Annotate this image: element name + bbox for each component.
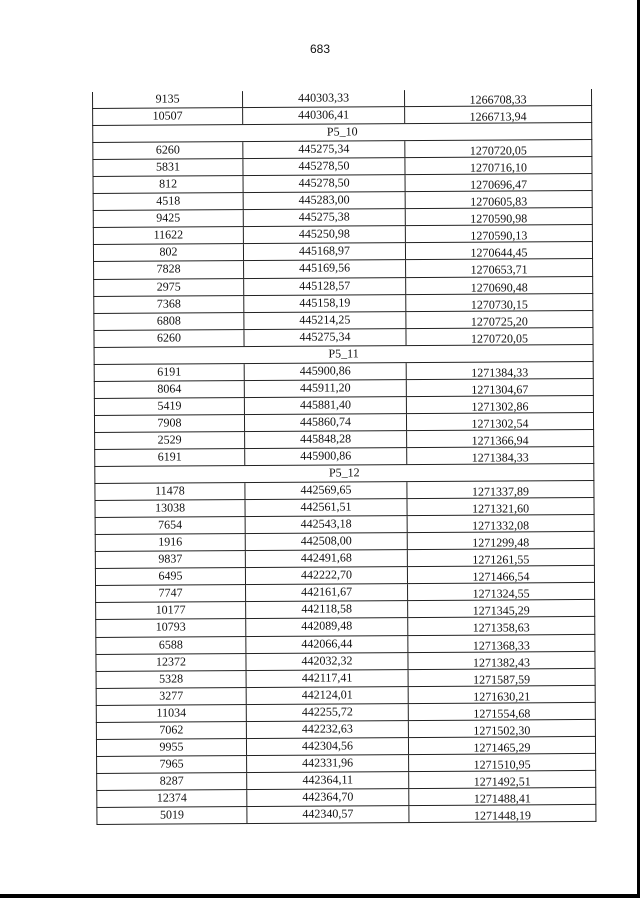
point-number-cell <box>96 637 246 654</box>
x-coordinate-cell <box>244 312 406 329</box>
cell-value: 9425 <box>156 210 181 225</box>
cell-value: 1271366,94 <box>471 433 529 448</box>
x-coordinate-cell <box>247 772 409 789</box>
cell-value: 445275,34 <box>298 141 350 156</box>
cell-value: 1271382,43 <box>472 654 531 670</box>
point-number-cell <box>95 415 245 432</box>
cell-value: 1271358,63 <box>472 620 530 636</box>
x-coordinate-cell <box>245 499 407 516</box>
x-coordinate-cell <box>246 584 408 601</box>
point-number-cell <box>97 756 247 773</box>
x-coordinate-cell <box>247 806 409 823</box>
cell-value: 1266713,94 <box>469 109 527 124</box>
point-number-cell <box>95 364 245 381</box>
y-coordinate-cell <box>408 634 594 651</box>
cell-value: 1270696,47 <box>470 177 528 192</box>
cell-value: 8064 <box>157 381 182 396</box>
cell-value: 1270690,48 <box>470 279 528 295</box>
cell-value: 1271587,59 <box>473 671 531 687</box>
x-coordinate-cell <box>247 755 409 772</box>
cell-value: 1266708,33 <box>469 92 527 107</box>
x-coordinate-cell <box>245 448 407 465</box>
cell-value: 8287 <box>159 773 184 788</box>
point-number-cell <box>95 398 245 415</box>
x-coordinate-cell <box>244 175 406 192</box>
cell-value: 1271465,29 <box>473 740 531 755</box>
y-coordinate-cell <box>409 754 595 771</box>
x-coordinate-cell <box>244 244 406 261</box>
y-coordinate-cell <box>406 294 592 311</box>
cell-value: 3277 <box>159 688 184 703</box>
cell-value: 442543,18 <box>300 516 352 531</box>
cell-value: 9955 <box>159 739 184 754</box>
point-number-cell <box>96 602 246 619</box>
cell-value: 6191 <box>157 449 182 464</box>
x-coordinate-cell <box>245 482 407 499</box>
x-coordinate-cell <box>246 516 408 533</box>
cell-value: 1271302,54 <box>471 416 529 431</box>
x-coordinate-cell <box>246 636 408 653</box>
point-number-cell <box>95 432 245 449</box>
cell-value: 1271324,55 <box>472 586 530 602</box>
cell-value: 445848,28 <box>300 431 352 446</box>
cell-value: 442491,68 <box>300 550 352 565</box>
x-coordinate-cell <box>246 567 408 584</box>
cell-value: 442331,96 <box>302 755 354 770</box>
cell-value: 1271368,33 <box>472 637 530 653</box>
cell-value: 13038 <box>154 500 186 515</box>
point-number-cell <box>96 534 246 551</box>
y-coordinate-cell <box>408 549 594 566</box>
point-number-cell <box>93 142 243 159</box>
cell-value: 442364,70 <box>302 789 354 804</box>
x-coordinate-cell <box>246 550 408 567</box>
y-coordinate-cell <box>408 617 594 634</box>
y-coordinate-cell <box>406 225 592 242</box>
y-coordinate-cell <box>406 174 592 191</box>
cell-value: 1271345,29 <box>472 603 530 619</box>
point-number-cell <box>97 722 247 739</box>
cell-value: 1916 <box>158 534 183 549</box>
cell-value: 1271448,19 <box>473 808 531 823</box>
x-coordinate-cell <box>244 209 406 226</box>
x-coordinate-cell <box>243 90 405 107</box>
cell-value: 5328 <box>159 671 184 686</box>
x-coordinate-cell <box>244 261 406 278</box>
cell-value: 7062 <box>159 722 184 737</box>
x-coordinate-cell <box>246 533 408 550</box>
y-coordinate-cell <box>405 157 591 174</box>
point-number-cell <box>96 585 246 602</box>
point-number-cell <box>95 500 245 517</box>
cell-value: 6588 <box>158 636 183 652</box>
cell-value: 1271384,33 <box>471 450 529 465</box>
x-coordinate-cell <box>243 158 405 175</box>
point-number-cell <box>97 705 247 722</box>
cell-value: 7368 <box>156 296 181 311</box>
point-number-cell <box>97 688 247 705</box>
cell-value: 7747 <box>158 585 183 600</box>
point-number-cell <box>96 568 246 585</box>
cell-value: 9135 <box>155 91 180 106</box>
cell-value: 812 <box>159 176 178 191</box>
y-coordinate-cell <box>409 788 595 805</box>
coordinates-table <box>92 89 596 825</box>
point-number-cell <box>93 91 243 108</box>
cell-value: 442304,56 <box>301 738 354 753</box>
cell-value: 1270716,10 <box>469 160 528 175</box>
point-number-cell <box>97 671 247 688</box>
x-coordinate-cell <box>247 738 409 755</box>
cell-value: 1271630,21 <box>473 688 531 704</box>
section-title: P5_10 <box>326 124 358 139</box>
cell-value: 1271304,67 <box>471 382 529 397</box>
x-coordinate-cell <box>245 414 407 431</box>
cell-value: 442340,57 <box>302 806 354 821</box>
cell-value: 1271384,33 <box>471 365 529 380</box>
y-coordinate-cell <box>407 481 593 498</box>
cell-value: 1270730,15 <box>470 296 528 312</box>
cell-value: 7828 <box>156 261 181 277</box>
point-number-cell <box>95 483 245 500</box>
cell-value: 1271299,48 <box>472 535 530 550</box>
y-coordinate-cell <box>408 600 594 617</box>
point-number-cell <box>96 517 246 534</box>
cell-value: 10177 <box>155 602 186 618</box>
cell-value: 442117,41 <box>301 670 353 685</box>
cell-value: 445278,50 <box>298 158 350 173</box>
x-coordinate-cell <box>244 192 406 209</box>
y-coordinate-cell <box>407 379 593 396</box>
y-coordinate-cell <box>409 703 595 720</box>
cell-value: 442032,32 <box>301 652 353 668</box>
cell-value: 1271337,89 <box>471 484 529 499</box>
y-coordinate-cell <box>405 140 591 157</box>
y-coordinate-cell <box>406 242 592 259</box>
cell-value: 445860,74 <box>299 414 352 429</box>
cell-value: 442124,01 <box>301 687 353 702</box>
cell-value: 1270590,13 <box>470 228 528 244</box>
cell-value: 5831 <box>155 159 181 174</box>
cell-value: 7908 <box>157 415 182 430</box>
cell-value: 440303,33 <box>297 90 350 105</box>
y-coordinate-cell <box>405 89 591 106</box>
x-coordinate-cell <box>245 363 407 380</box>
cell-value: 440306,41 <box>298 107 350 122</box>
x-coordinate-cell <box>244 329 406 346</box>
cell-value: 7654 <box>158 517 183 532</box>
y-coordinate-cell <box>408 515 594 532</box>
cell-value: 445881,40 <box>299 397 351 412</box>
y-coordinate-cell <box>407 396 593 413</box>
cell-value: 1270725,20 <box>470 313 528 329</box>
y-coordinate-cell <box>406 208 592 225</box>
cell-value: 12374 <box>156 790 187 805</box>
point-number-cell <box>97 807 247 824</box>
y-coordinate-cell <box>406 259 592 276</box>
cell-value: 1271302,86 <box>471 399 529 414</box>
page-number: 683 <box>309 42 331 56</box>
cell-value: 445275,34 <box>299 329 351 344</box>
y-coordinate-cell <box>409 720 595 737</box>
cell-value: 445128,57 <box>299 277 351 293</box>
y-coordinate-cell <box>409 805 595 822</box>
y-coordinate-cell <box>409 686 595 703</box>
y-coordinate-cell <box>406 311 592 328</box>
cell-value: 12372 <box>155 653 187 669</box>
cell-value: 7965 <box>159 756 184 771</box>
cell-value: 5419 <box>157 398 182 413</box>
point-number-cell <box>94 210 244 227</box>
cell-value: 1271488,41 <box>473 791 531 806</box>
cell-value: 1271554,68 <box>473 706 531 721</box>
cell-value: 1271492,51 <box>473 774 531 789</box>
cell-value: 445283,00 <box>298 192 350 208</box>
cell-value: 9837 <box>158 551 183 566</box>
point-number-cell <box>97 773 247 790</box>
point-number-cell <box>96 620 246 637</box>
cell-value: 11622 <box>153 227 184 243</box>
point-number-cell <box>93 108 243 125</box>
y-coordinate-cell <box>405 106 591 123</box>
point-number-cell <box>94 227 244 244</box>
y-coordinate-cell <box>407 362 593 379</box>
x-coordinate-cell <box>243 141 405 158</box>
y-coordinate-cell <box>408 566 594 583</box>
cell-value: 10507 <box>152 108 183 123</box>
x-coordinate-cell <box>247 721 409 738</box>
cell-value: 442255,72 <box>301 704 353 719</box>
y-coordinate-cell <box>408 583 594 600</box>
point-number-cell <box>94 244 244 261</box>
cell-value: 445214,25 <box>299 312 351 327</box>
cell-value: 6260 <box>156 330 182 345</box>
x-coordinate-cell <box>247 789 409 806</box>
x-coordinate-cell <box>243 107 405 124</box>
cell-value: 442508,00 <box>300 533 352 548</box>
cell-value: 5019 <box>159 807 184 822</box>
x-coordinate-cell <box>247 704 409 721</box>
cell-value: 445900,86 <box>299 363 351 378</box>
point-number-cell <box>97 790 247 807</box>
point-number-cell <box>94 262 244 279</box>
point-number-cell <box>94 330 244 347</box>
point-number-cell <box>97 739 247 756</box>
cell-value: 6260 <box>155 142 180 157</box>
x-coordinate-cell <box>244 226 406 243</box>
cell-value: 2529 <box>157 432 182 447</box>
point-number-cell <box>96 551 246 568</box>
point-number-cell <box>95 381 245 398</box>
y-coordinate-cell <box>406 276 592 293</box>
cell-value: 442161,67 <box>301 584 353 600</box>
cell-value: 4518 <box>156 193 181 208</box>
point-number-cell <box>94 296 244 313</box>
x-coordinate-cell <box>246 619 408 636</box>
cell-value: 802 <box>159 244 178 260</box>
cell-value: 442364,11 <box>302 772 354 787</box>
y-coordinate-cell <box>406 328 592 345</box>
cell-value: 1271332,08 <box>472 518 530 533</box>
y-coordinate-cell <box>409 669 595 686</box>
y-coordinate-cell <box>408 532 594 549</box>
x-coordinate-cell <box>245 397 407 414</box>
cell-value: 11034 <box>156 705 187 720</box>
cell-value: 1270720,05 <box>469 143 527 158</box>
table-row <box>96 805 596 825</box>
cell-value: 1270644,45 <box>470 245 528 261</box>
y-coordinate-cell <box>407 498 593 515</box>
cell-value: 1270605,83 <box>470 194 528 209</box>
cell-value: 442222,70 <box>300 567 352 583</box>
cell-value: 442561,51 <box>300 499 352 514</box>
cell-value: 10793 <box>155 619 186 635</box>
cell-value: 442232,63 <box>301 721 353 736</box>
cell-value: 445250,98 <box>298 226 350 242</box>
point-number-cell <box>94 313 244 330</box>
cell-value: 442569,65 <box>300 482 352 497</box>
y-coordinate-cell <box>409 771 595 788</box>
point-number-cell <box>93 159 243 176</box>
cell-value: 6808 <box>156 313 181 328</box>
cell-value: 6495 <box>158 568 183 583</box>
section-title: P5_12 <box>328 465 360 480</box>
cell-value: 445169,56 <box>299 260 351 276</box>
cell-value: 445158,19 <box>299 294 351 310</box>
y-coordinate-cell <box>408 651 594 668</box>
scan-edge-bottom <box>0 894 640 898</box>
cell-value: 1271466,54 <box>472 569 530 584</box>
cell-value: 1271510,95 <box>473 757 531 772</box>
y-coordinate-cell <box>406 191 592 208</box>
cell-value: 442118,58 <box>301 601 352 617</box>
cell-value: 445911,20 <box>299 380 351 395</box>
cell-value: 1271502,30 <box>473 723 531 738</box>
point-number-cell <box>94 176 244 193</box>
cell-value: 445168,97 <box>298 243 351 259</box>
point-number-cell <box>94 279 244 296</box>
cell-value: 445278,50 <box>298 175 350 190</box>
y-coordinate-cell <box>407 413 593 430</box>
cell-value: 1271261,55 <box>472 552 530 567</box>
cell-value: 1271321,60 <box>472 501 530 516</box>
cell-value: 1270720,05 <box>470 330 529 346</box>
point-number-cell <box>95 449 245 466</box>
x-coordinate-cell <box>246 601 408 618</box>
x-coordinate-cell <box>245 380 407 397</box>
x-coordinate-cell <box>244 278 406 295</box>
section-title: P5_11 <box>328 346 359 361</box>
x-coordinate-cell <box>247 687 409 704</box>
cell-value: 2975 <box>156 278 181 294</box>
point-number-cell <box>94 193 244 210</box>
y-coordinate-cell <box>407 447 593 464</box>
cell-value: 1270653,71 <box>470 262 528 278</box>
y-coordinate-cell <box>409 737 595 754</box>
cell-value: 6191 <box>157 364 182 379</box>
cell-value: 442089,48 <box>301 618 353 634</box>
cell-value: 445900,86 <box>300 448 352 463</box>
cell-value: 445275,38 <box>298 209 350 225</box>
x-coordinate-cell <box>244 295 406 312</box>
x-coordinate-cell <box>247 670 409 687</box>
cell-value: 1270590,98 <box>470 211 528 227</box>
y-coordinate-cell <box>407 430 593 447</box>
cell-value: 442066,44 <box>301 635 353 651</box>
point-number-cell <box>96 654 246 671</box>
x-coordinate-cell <box>246 653 408 670</box>
cell-value: 11478 <box>155 483 185 498</box>
x-coordinate-cell <box>245 431 407 448</box>
